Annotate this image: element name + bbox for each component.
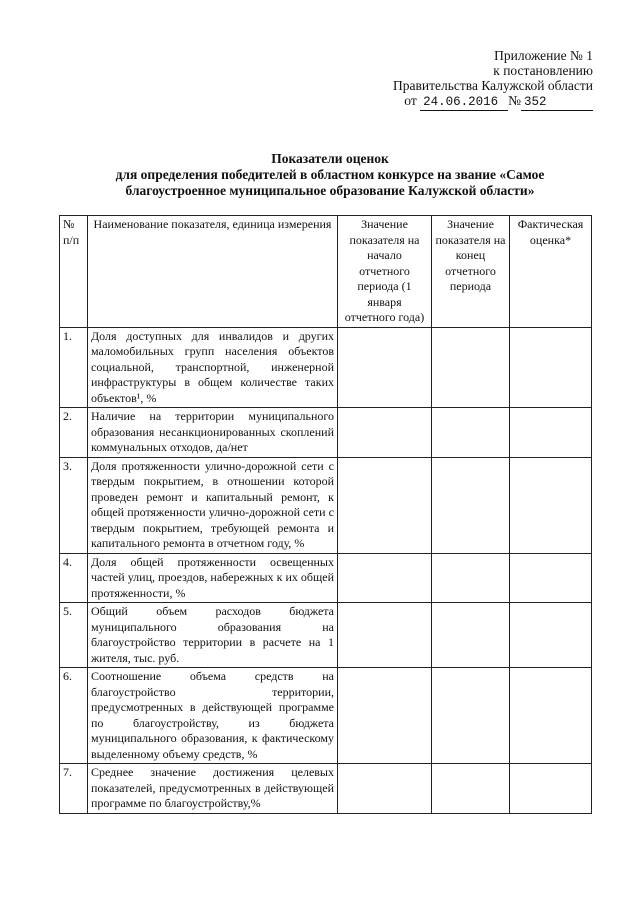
header-start-value: Значение показателя на начало отчетного периода (1 января отчетного года) (338, 216, 432, 328)
ref-prefix: от (404, 93, 417, 108)
ref-no-label: № (508, 93, 521, 108)
header-name: Наименование показателя, единица измерения (88, 216, 338, 328)
table-row (60, 764, 592, 814)
header-actual-score: Фактическая оценка* (510, 216, 592, 328)
row-num: 7. (60, 764, 88, 814)
appendix-title: Приложение № 1 (494, 48, 593, 63)
row-actual-score-cell[interactable] (510, 603, 592, 668)
table-header-row (60, 216, 592, 328)
row-num: 6. (60, 668, 88, 764)
row-actual-score-cell[interactable] (510, 668, 592, 764)
row-indicator-name: Доля общей протяженности освещенных частей улиц, проездов, набережных к их общей протяженности, % (88, 553, 338, 603)
row-end-value-cell[interactable] (432, 668, 510, 764)
row-actual-score-cell[interactable] (510, 457, 592, 553)
row-end-value-cell[interactable] (432, 553, 510, 603)
row-start-value-cell[interactable] (338, 603, 432, 668)
row-num: 2. (60, 408, 88, 458)
appendix-government: Правительства Калужской области (392, 78, 593, 93)
row-end-value-cell[interactable] (432, 764, 510, 814)
row-start-value-cell[interactable] (338, 457, 432, 553)
row-start-value-cell[interactable] (338, 327, 432, 408)
row-start-value-cell[interactable] (338, 668, 432, 764)
table-row (60, 668, 592, 764)
indicators-table (59, 215, 592, 814)
row-start-value-cell[interactable] (338, 408, 432, 458)
resolution-date: 24.06.2016 (420, 95, 508, 111)
title-line-3: благоустроенное муниципальное образование Калужской области» (125, 183, 535, 198)
row-start-value-cell[interactable] (338, 764, 432, 814)
row-num: 3. (60, 457, 88, 553)
row-indicator-name: Доля протяженности улично-дорожной сети с твердым покрытием, в отношении которой проведен ремонт и капитальный ремонт, к общей протяженности улично-дорожной сети с твердым покрытием, требующей ремонта и капитального ремонта в отчетном году, % (88, 457, 338, 553)
table-row (60, 553, 592, 603)
row-num: 1. (60, 327, 88, 408)
header-num: № п/п (60, 216, 88, 328)
document-title (60, 151, 600, 199)
row-indicator-name: Доля доступных для инвалидов и других маломобильных групп населения объектов социальной, транспортной, инженерной инфраструктуры в общем количестве таких объектов¹, % (88, 327, 338, 408)
appendix-header (333, 48, 593, 111)
row-num: 4. (60, 553, 88, 603)
row-indicator-name: Общий объем расходов бюджета муниципального образования на благоустройство территории в расчете на 1 жителя, тыс. руб. (88, 603, 338, 668)
header-end-value: Значение показателя на конец отчетного периода (432, 216, 510, 328)
appendix-to-resolution: к постановлению (493, 63, 593, 78)
row-end-value-cell[interactable] (432, 603, 510, 668)
resolution-number: 352 (521, 95, 593, 111)
row-num: 5. (60, 603, 88, 668)
table-row (60, 408, 592, 458)
row-actual-score-cell[interactable] (510, 764, 592, 814)
row-end-value-cell[interactable] (432, 457, 510, 553)
table-row (60, 603, 592, 668)
title-line-2: для определения победителей в областном конкурсе на звание «Самое (115, 167, 545, 182)
row-indicator-name: Соотношение объема средств на благоустройство территории, предусмотренных в действующей программе по благоустройству, из бюджета муниципального образования, к фактическому выделенному объему средств, % (88, 668, 338, 764)
title-line-1: Показатели оценок (271, 151, 389, 166)
row-start-value-cell[interactable] (338, 553, 432, 603)
row-end-value-cell[interactable] (432, 408, 510, 458)
table-row (60, 327, 592, 408)
resolution-reference (333, 93, 593, 111)
row-indicator-name: Наличие на территории муниципального образования несанкционированных скоплений коммунальных отходов, да/нет (88, 408, 338, 458)
row-indicator-name: Среднее значение достижения целевых показателей, предусмотренных в действующей программе по благоустройству,% (88, 764, 338, 814)
row-actual-score-cell[interactable] (510, 327, 592, 408)
row-end-value-cell[interactable] (432, 327, 510, 408)
table-row (60, 457, 592, 553)
row-actual-score-cell[interactable] (510, 408, 592, 458)
row-actual-score-cell[interactable] (510, 553, 592, 603)
